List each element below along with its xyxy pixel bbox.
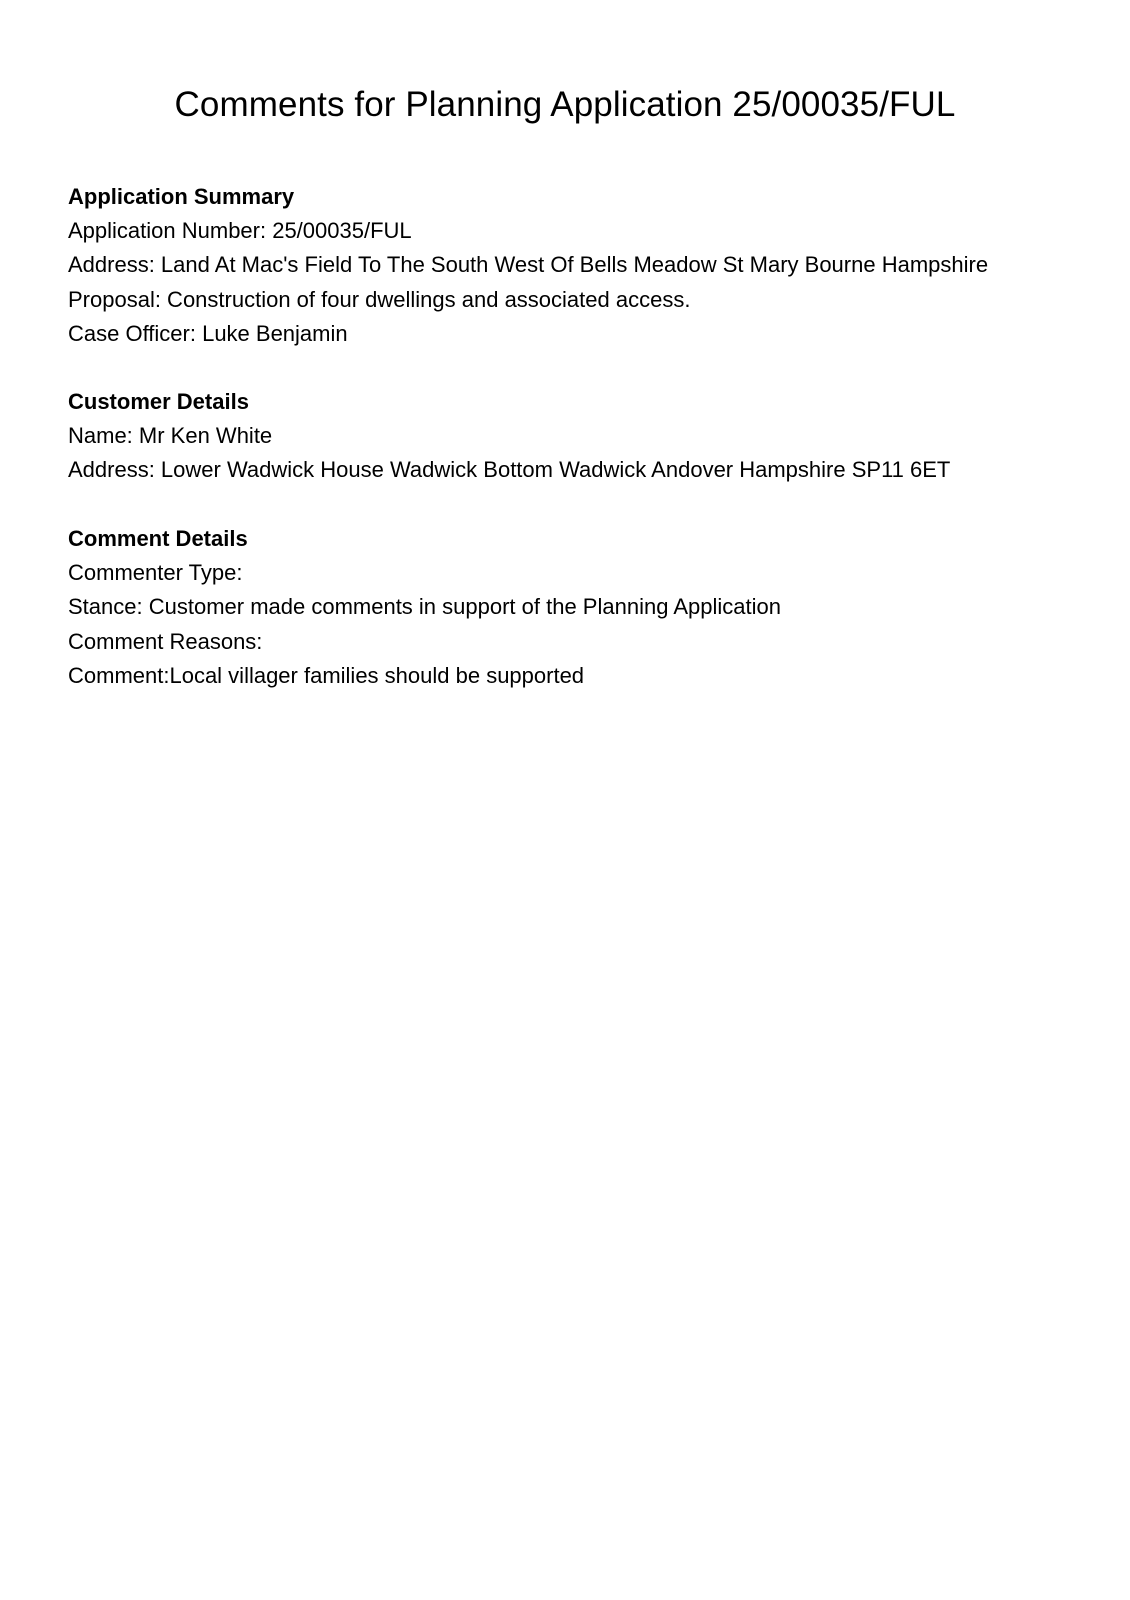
customer-details-section — [68, 385, 1068, 488]
application-number: Application Number: 25/00035/FUL — [68, 218, 412, 243]
customer-name: Name: Mr Ken White — [68, 423, 273, 448]
commenter-type: Commenter Type: — [68, 560, 243, 585]
case-officer: Case Officer: Luke Benjamin — [68, 320, 348, 346]
site-address: Address: Land At Mac's Field To The South West Of Bells Meadow St Mary Bourne Hampshire — [68, 252, 989, 278]
page-title: Comments for Planning Application 25/00035/FUL — [174, 85, 956, 124]
customer-address: Address: Lower Wadwick House Wadwick Bottom Wadwick Andover Hampshire SP11 6ET — [68, 457, 951, 483]
customer-details-heading: Customer Details — [68, 389, 249, 414]
proposal: Proposal: Construction of four dwellings and associated access. — [68, 286, 691, 312]
comment-details-section — [68, 522, 1068, 693]
application-summary-heading: Application Summary — [68, 184, 295, 209]
application-summary-section — [68, 180, 1068, 351]
comment-reasons: Comment Reasons: — [68, 628, 263, 654]
comment-details-heading: Comment Details — [68, 526, 248, 551]
comment-text: Comment:Local villager families should be supported — [68, 662, 585, 688]
stance: Stance: Customer made comments in support of the Planning Application — [68, 594, 781, 620]
